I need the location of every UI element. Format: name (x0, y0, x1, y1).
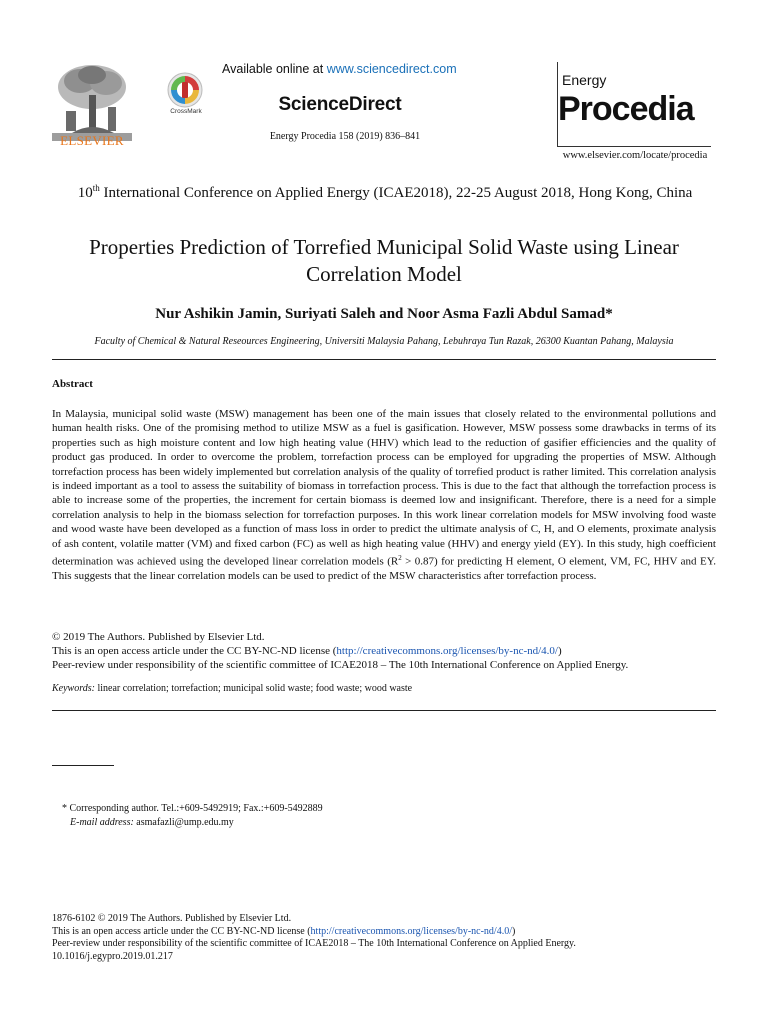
journal-reference: Energy Procedia 158 (2019) 836–841 (269, 131, 421, 142)
bottom-license-link[interactable]: http://creativecommons.org/licenses/by-nc-nd/4.0/ (310, 925, 512, 937)
corresponding-author-line: * Corresponding author. Tel.:+609-5492919; Fax.:+609-5492889 (62, 803, 323, 814)
footnote-divider (52, 765, 114, 766)
license-link[interactable]: http://creativecommons.org/licenses/by-nc-nd/4.0/ (336, 645, 558, 657)
affiliation: Faculty of Chemical & Natural Reseources Engineering, Universiti Malaysia Pahang, Lebuhraya Tun Razak, 26300 Kuantan Pahang, Malaysia (94, 336, 674, 347)
abstract-superscript: 2 (398, 554, 402, 563)
copyright-line: © 2019 The Authors. Published by Elsevier Ltd. (52, 631, 265, 643)
available-online-line (222, 62, 482, 76)
email-address[interactable]: asmafazli@ump.edu.my (136, 817, 234, 828)
peer-review-line: Peer-review under responsibility of the scientific committee of ICAE2018 – The 10th International Conference on Applied Energy. (52, 659, 629, 671)
abstract-heading: Abstract (52, 378, 93, 390)
keywords-line (52, 683, 716, 694)
corresponding-author-footnote (62, 802, 562, 830)
conference-ordinal: 10 (77, 185, 93, 201)
author-list: Nur Ashikin Jamin, Suriyati Saleh and Noor Asma Fazli Abdul Samad* (155, 306, 613, 322)
license-block (52, 630, 722, 672)
sciencedirect-link[interactable]: www.sciencedirect.com (326, 62, 457, 76)
bottom-open-access-prefix: This is an open access article under the CC BY-NC-ND license ( (52, 925, 311, 937)
bottom-peer-review-line: Peer-review under responsibility of the scientific committee of ICAE2018 – The 10th International Conference on Applied Energy. (52, 938, 576, 949)
bottom-open-access-suffix: ) (511, 925, 516, 937)
bottom-open-access-line (52, 926, 732, 939)
bottom-license-block (52, 913, 732, 963)
abstract-text-1: In Malaysia, municipal solid waste (MSW) management has been one of the main issues that closely related to the environmental pollutions and human health risks. One of the promising method to utilize MSW as a fuel is gasification. However, MSW possess some drawbacks in terms of its properties such as high moisture content and low high heating value (HHV) which lead to the reduction of gasifier efficiencies and the quality of product gas produced. In order to overcome the problem, torrefaction process can be employed for upgrading the properties of MSW. Although torrefaction process has been widely implemented but correlation analysis of the quality of torrefied product is rather limited. This correlation analysis is indeed important as a tool to assess the suitability of biomass in torrefaction process. This is due to the fact that although the torrefaction process is able to increase some of the properties, the increment for certain biomass is deemed low and insignificant. Therefore, there is a need for a simple correlation analysis to help in the biomass selection for torrefaction purposes. In this work linear correlation models for MSW involving food waste and wood waste have been developed as a function of mass loss in order to predict the ultimate analysis of C, H, and O elements, proximate analysis of ash content, volatile matter (VM) and fixed carbon (FC) as well as high heating value (HHV) and energy yield (EY). In this study, high coefficient determination was achieved using the developed linear correlation models (R (52, 408, 716, 568)
keywords-label: Keywords: (52, 683, 95, 694)
issn-line: 1876-6102 © 2019 The Authors. Published by Elsevier Ltd. (52, 913, 292, 924)
abstract-body (52, 407, 716, 584)
conference-line (55, 180, 715, 201)
email-label: E-mail address: (70, 817, 134, 828)
conference-text: International Conference on Applied Energy (ICAE2018), 22-25 August 2018, Hong Kong, China (99, 185, 693, 201)
paper-title: Properties Prediction of Torrefied Municipal Solid Waste using Linear Correlation Model (89, 235, 679, 286)
open-access-prefix: This is an open access article under the CC BY-NC-ND license ( (52, 645, 337, 657)
doi-line[interactable]: 10.1016/j.egypro.2019.01.217 (52, 950, 173, 962)
divider-top (52, 359, 716, 360)
email-line (62, 816, 562, 830)
divider-bottom (52, 710, 716, 711)
procedia-wordmark: Procedia (558, 90, 694, 128)
available-online-label: Available online at (222, 62, 324, 76)
energy-wordmark: Energy (562, 72, 607, 88)
sciencedirect-brand: ScienceDirect (278, 94, 402, 115)
open-access-suffix: ) (558, 645, 562, 657)
procedia-url[interactable]: www.elsevier.com/locate/procedia (562, 150, 708, 161)
conference-ordinal-suffix: th (92, 183, 100, 193)
crossmark-label: CrossMark (170, 108, 202, 115)
abstract-text-2: > 0.87) for predicting H element, O element, VM, FC, HHV and EY. This suggests that the linear correlation models can be used to predict of the MSW characteristics after torrefaction process. (52, 555, 716, 583)
open-access-line (52, 644, 722, 658)
elsevier-wordmark: ELSEVIER (60, 133, 124, 148)
keywords-list: linear correlation; torrefaction; municipal solid waste; food waste; wood waste (97, 683, 413, 694)
